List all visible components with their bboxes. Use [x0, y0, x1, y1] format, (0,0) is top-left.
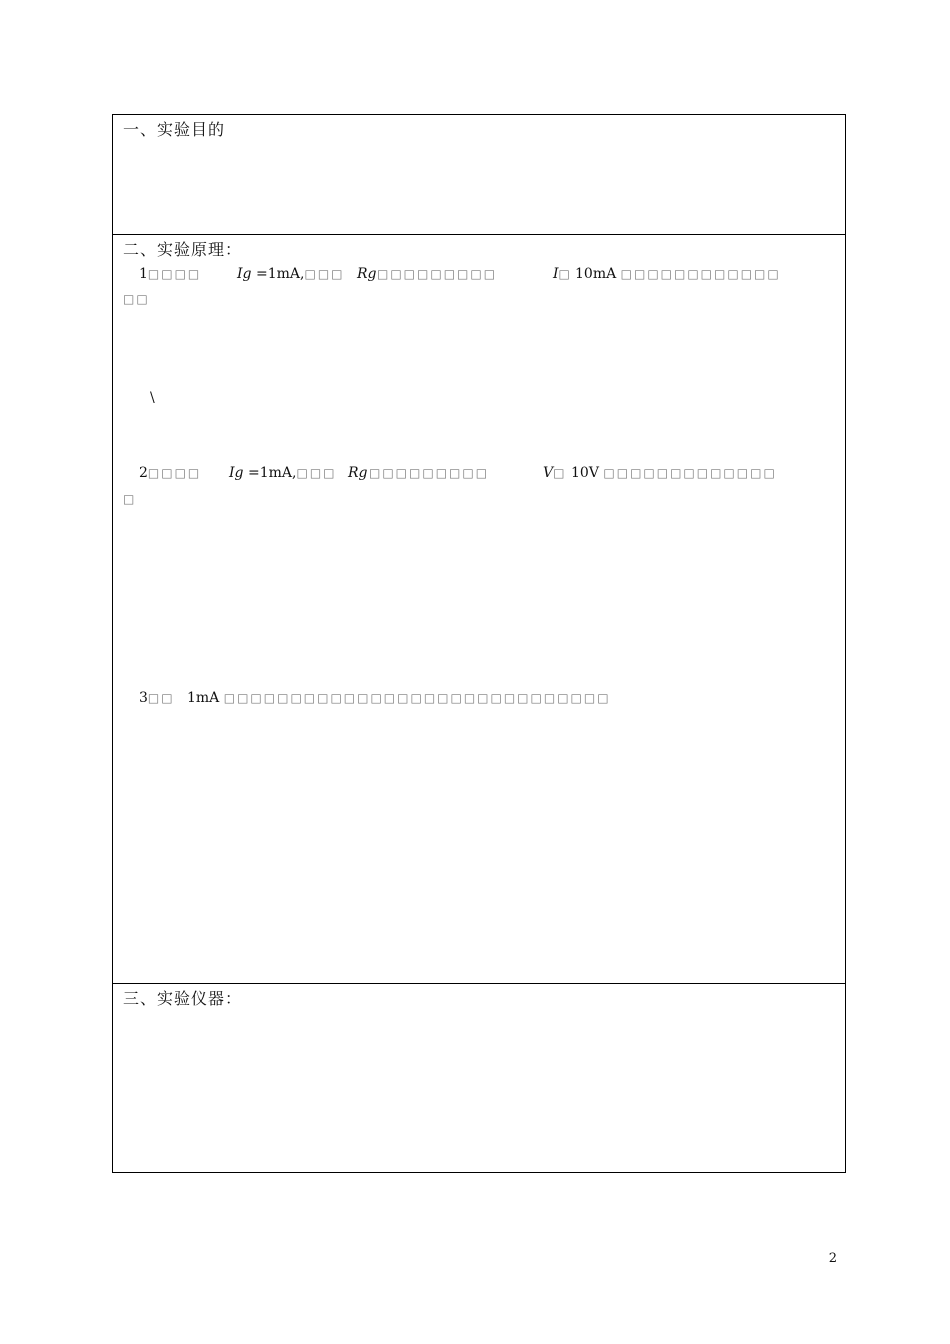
backslash-mark: \ — [150, 390, 155, 406]
item-2-glyphs-b: □□□□□□□□□ — [369, 466, 490, 480]
section-title-instruments: 三、实验仪器： — [123, 989, 243, 1008]
item-1-value: =1mA,□□□ — [256, 266, 345, 282]
section-instruments — [112, 983, 846, 1173]
item-2-value: =1mA,□□□ — [248, 465, 337, 481]
item-2-glyphs-a: □□□□ — [147, 466, 202, 480]
item-1-glyphs-b: □□□□□□□□□ — [377, 267, 498, 281]
principle-item-3 — [139, 690, 175, 706]
item-2-number: 2 — [139, 465, 148, 481]
item-1-ig: Ig — [237, 266, 252, 282]
item-1-continuation: □□ — [123, 292, 150, 306]
item-2-continuation: □ — [123, 492, 137, 506]
item-3-number: 3 — [139, 690, 148, 706]
section-principle — [112, 234, 846, 984]
section-purpose — [112, 114, 846, 235]
item-2-v: V□ — [543, 465, 567, 481]
section-title-purpose: 一、实验目的 — [123, 120, 226, 139]
item-3-glyphs-a: □□ — [147, 691, 175, 705]
item-2-ig: Ig — [229, 465, 244, 481]
item-1-glyphs-a: □□□□ — [147, 267, 202, 281]
item-1-i: I□ — [553, 266, 572, 282]
item-3-text: 1mA □□□□□□□□□□□□□□□□□□□□□□□□□□□□□ — [187, 690, 611, 706]
item-2-range: 10V □□□□□□□□□□□□□ — [571, 465, 777, 481]
item-1-rg: Rg — [357, 266, 377, 282]
page-number: 2 — [828, 1251, 837, 1266]
section-title-principle: 二、实验原理： — [123, 240, 243, 259]
item-1-number: 1 — [139, 266, 148, 282]
principle-item-2 — [139, 465, 201, 481]
item-2-rg: Rg — [348, 465, 368, 481]
item-1-range: 10mA □□□□□□□□□□□□ — [575, 266, 781, 282]
principle-item-1 — [139, 266, 201, 282]
